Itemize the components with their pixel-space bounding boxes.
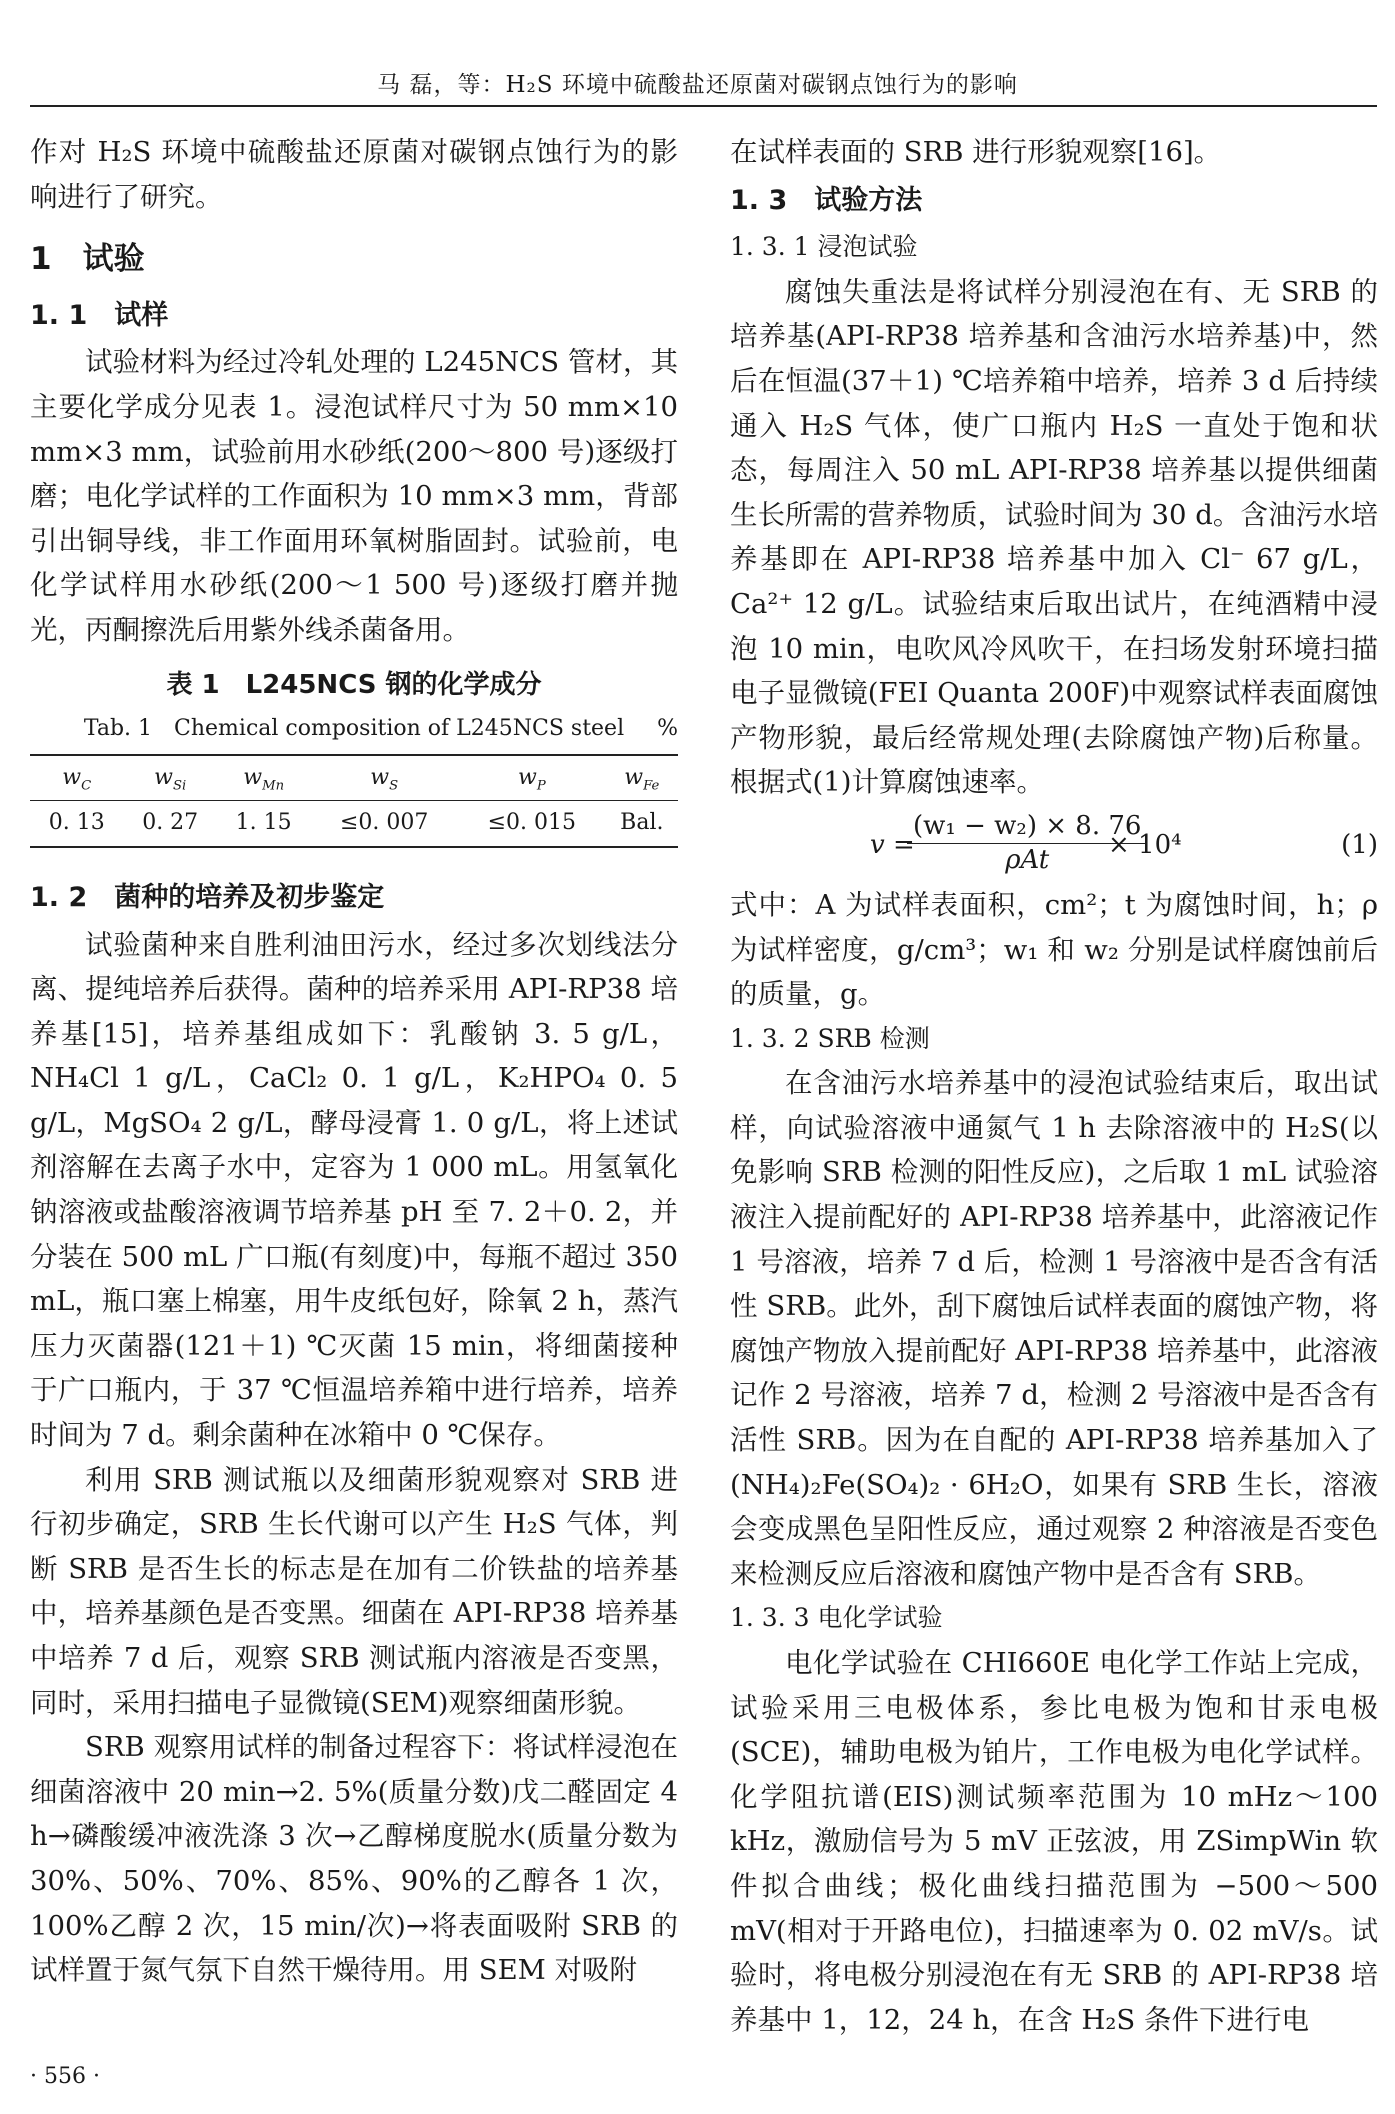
section-1-3-1-heading: 1. 3. 1 浸泡试验 (730, 232, 918, 262)
table-cell-c: 0. 13 (48, 810, 105, 836)
specimen-paragraph: 试验材料为经过冷轧处理的 L245NCS 管材，其主要化学成分见表 1。浸泡试样尺寸为 50 mm×10 mm×3 mm，试验前用水砂纸(200～800 号)逐级打磨；电化学试样的工作面积为 10 mm×3 mm，背部引出铜导线，非工作面用环氧树脂固封。试验前，电化学试样用水砂纸(200～1 500 号)逐级打磨并抛光，丙酮擦洗后用紫外线杀菌备用。 (30, 346, 678, 646)
header-cell-si: $w_{Si}$ (154, 764, 187, 794)
intro-paragraph: 作对 H₂S 环境中硫酸盐还原菌对碳钢点蚀行为的影响进行了研究。 (30, 136, 678, 213)
formula-note-paragraph: 式中：A 为试样表面积，cm²；t 为腐蚀时间，h；ρ 为试样密度，g/cm³；w₁ 和 w₂ 分别是试样腐蚀前后的质量，g。 (730, 888, 1378, 1011)
header-cell-fe: $w_{Fe}$ (624, 764, 660, 794)
header-rule (30, 105, 1377, 107)
immersion-paragraph: 腐蚀失重法是将试样分别浸泡在有、无 SRB 的培养基(API-RP38 培养基和含油污水培养基)中，然后在恒温(37＋1) ℃培养箱中培养，培养 3 d 后持续通入 H₂S 气体，使广口瓶内 H₂S 一直处于饱和状态，每周注入 50 mL API-RP38 培养基以提供细菌生长所需的营养物质，试验时间为 30 d。含油污水培养基即在 API-RP38 培养基中加入 Cl⁻ 67 g/L，Ca²⁺ 12 g/L。试验结束后取出试片，在纯酒精中浸泡 10 min，电吹风冷风吹干，在扫场发射环境扫描电子显微镜(FEI Quanta 200F)中观察试样表面腐蚀产物形貌，最后经常规处理(去除腐蚀产物)后称量。根据式(1)计算腐蚀速率。 (730, 275, 1378, 799)
composition-table (30, 754, 678, 848)
running-head: 马 磊，等：H₂S 环境中硫酸盐还原菌对碳钢点蚀行为的影响 (377, 72, 1018, 98)
table-cell-fe: Bal. (620, 810, 664, 836)
header-cell-p: $w_P$ (517, 764, 546, 794)
formula-lhs: v = (870, 829, 915, 860)
srb-detection-paragraph: 在含油污水培养基中的浸泡试验结束后，取出试样，向试验溶液中通氮气 1 h 去除溶液中的 H₂S(以免影响 SRB 检测的阳性反应)，之后取 1 mL 试验溶液注入提前配好的 API-RP38 培养基中，此溶液记作 1 号溶液，培养 7 d 后，检测 1 号溶液中是否含有活性 SRB。此外，刮下腐蚀后试样表面的腐蚀产物，将腐蚀产物放入提前配好 API-RP38 培养基中，此溶液记作 2 号溶液，培养 7 d，检测 2 号溶液中是否含有活性 SRB。因为在自配的 API-RP38 培养基加入了(NH₄)₂Fe(SO₄)₂ · 6H₂O，如果有 SRB 生长，溶液会变成黑色呈阳性反应，通过观察 2 种溶液是否变色来检测反应后溶液和腐蚀产物中是否含有 SRB。 (730, 1067, 1378, 1590)
table-cell-p: ≤0. 015 (487, 810, 577, 836)
table-caption-en: Tab. 1 Chemical composition of L245NCS steel (83, 716, 625, 742)
table-unit: % (657, 716, 678, 742)
equation-number: (1) (1341, 829, 1378, 860)
table-caption-cn: 表 1 L245NCS 钢的化学成分 (166, 669, 542, 700)
header-cell-s: $w_S$ (370, 764, 399, 794)
section-1-2-heading: 1. 2 菌种的培养及初步鉴定 (30, 881, 385, 913)
section-1-heading: 1 试验 (30, 241, 145, 278)
header-cell-mn: $w_{Mn}$ (243, 764, 285, 794)
section-1-1-heading: 1. 1 试样 (30, 299, 169, 331)
table-header-row (30, 755, 678, 801)
formula-numerator: (w₁ − w₂) × 8. 76 (907, 809, 1147, 844)
table-cell-s: ≤0. 007 (340, 810, 429, 836)
identification-paragraph: 利用 SRB 测试瓶以及细菌形貌观察对 SRB 进行初步确定，SRB 生长代谢可以产生 H₂S 气体，判断 SRB 是否生长的标志是在加有二价铁盐的培养基中，培养基颜色是否变黑。细菌在 API-RP38 培养基中培养 7 d 后，观察 SRB 测试瓶内溶液是否变黑，同时，采用扫描电子显微镜(SEM)观察细菌形貌。 (30, 1463, 678, 1719)
table-row (30, 801, 678, 847)
electrochemical-paragraph: 电化学试验在 CHI660E 电化学工作站上完成，试验采用三电极体系，参比电极为饱和甘汞电极(SCE)，辅助电极为铂片，工作电极为电化学试样。化学阻抗谱(EIS)测试频率范围为 10 mHz～100 kHz，激励信号为 5 mV 正弦波，用 ZSimpWin 软件拟合曲线；极化曲线扫描范围为 −500～500 mV(相对于开路电位)，扫描速率为 0. 02 mV/s。试验时，将电极分别浸泡在有无 SRB 的 API-RP38 培养基中 1，12，24 h，在含 H₂S 条件下进行电 (730, 1647, 1378, 2036)
page-number: · 556 · (30, 2064, 100, 2089)
table-cell-si: 0. 27 (142, 810, 199, 836)
formula-denominator: ρAt (1005, 844, 1050, 875)
continued-paragraph: 在试样表面的 SRB 进行形貌观察[16]。 (730, 136, 1222, 168)
right-column (730, 130, 1378, 2042)
section-1-3-heading: 1. 3 试验方法 (730, 184, 923, 216)
left-column (30, 130, 678, 1993)
table-caption-en-row (30, 707, 678, 752)
culture-paragraph: 试验菌种来自胜利油田污水，经过多次划线法分离、提纯培养后获得。菌种的培养采用 API-RP38 培养基[15]，培养基组成如下：乳酸钠 3. 5 g/L，NH₄Cl 1 g/L，CaCl₂ 0. 1 g/L，K₂HPO₄ 0. 5 g/L，MgSO₄ 2 g/L，酵母浸膏 1. 0 g/L，将上述试剂溶解在去离子水中，定容为 1 000 mL。用氢氧化钠溶液或盐酸溶液调节培养基 pH 至 7. 2＋0. 2，并分装在 500 mL 广口瓶(有刻度)中，每瓶不超过 350 mL，瓶口塞上棉塞，用牛皮纸包好，除氧 2 h，蒸汽压力灭菌器(121＋1) ℃灭菌 15 min，将细菌接种于广口瓶内，于 37 ℃恒温培养箱中进行培养，培养时间为 7 d。剩余菌种在冰箱中 0 ℃保存。 (30, 928, 678, 1452)
header-cell-c: $w_C$ (62, 764, 92, 794)
section-1-3-3-heading: 1. 3. 3 电化学试验 (730, 1603, 943, 1633)
formula-multiplier: × 10⁴ (1108, 829, 1182, 860)
preparation-paragraph: SRB 观察用试样的制备过程容下：将试样浸泡在细菌溶液中 20 min→2. 5%(质量分数)戊二醛固定 4 h→磷酸缓冲液洗涤 3 次→乙醇梯度脱水(质量分数为 30%、50%、70%、85%、90%的乙醇各 1 次，100%乙醇 2 次，15 min/次)→将表面吸附 SRB 的试样置于氮气氛下自然干燥待用。用 SEM 对吸附 (30, 1731, 678, 1987)
section-1-3-2-heading: 1. 3. 2 SRB 检测 (730, 1023, 930, 1053)
table-cell-mn: 1. 15 (235, 810, 292, 836)
corrosion-rate-formula (730, 810, 1378, 877)
